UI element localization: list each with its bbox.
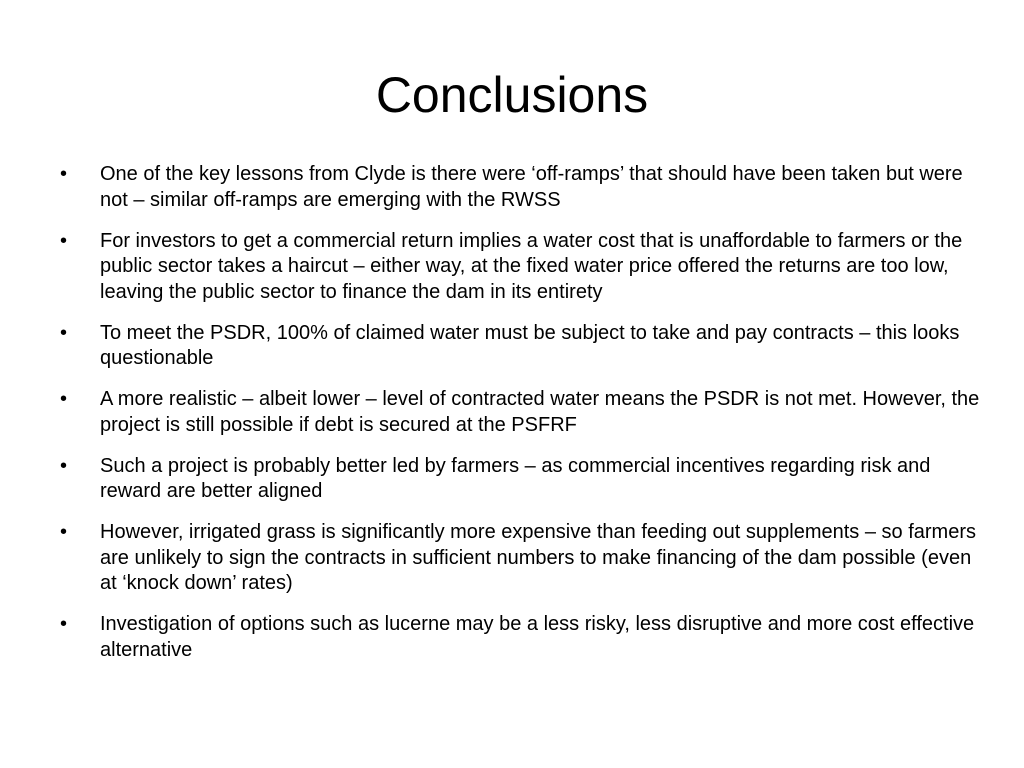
bullet-text: Investigation of options such as lucerne may be a less risky, less disruptive and more cost effective alternative [100, 613, 975, 661]
bullet-text: To meet the PSDR, 100% of claimed water must be subject to take and pay contracts – this looks questionable [100, 321, 960, 369]
slide-title: Conclusions [375, 67, 649, 123]
bullet-item [60, 387, 980, 438]
bullet-text: One of the key lessons from Clyde is there were ‘off-ramps’ that should have been taken but were not – similar off-ramps are emerging with the RWSS [100, 163, 963, 211]
bullet-marker: • [60, 229, 68, 252]
bullet-list [60, 162, 980, 679]
bullet-text: However, irrigated grass is significantly more expensive than feeding out supplements – so farmers are unlikely to sign the contracts in sufficient numbers to make financing of the dam possible (even at ‘knock down’ rates) [100, 521, 976, 594]
bullet-item [60, 321, 980, 372]
bullet-text: A more realistic – albeit lower – level of contracted water means the PSDR is not met. However, the project is still possible if debt is secured at the PSFRF [100, 388, 980, 436]
bullet-item [60, 612, 980, 663]
bullet-marker: • [60, 388, 68, 410]
bullet-text: For investors to get a commercial return implies a water cost that is unaffordable to farmers or the public sector takes a haircut – either way, at the fixed water price offered the returns are too low, leaving the public sector to finance the dam in its entirety [100, 229, 963, 303]
bullet-marker: • [60, 163, 68, 185]
bullet-marker: • [60, 521, 68, 543]
bullet-marker: • [60, 613, 68, 635]
bullet-item [60, 162, 980, 213]
bullet-marker: • [60, 454, 68, 477]
bullet-item [60, 454, 980, 505]
bullet-text: Such a project is probably better led by farmers – as commercial incentives regarding risk and reward are better aligned [100, 454, 931, 502]
bullet-marker: • [60, 321, 68, 344]
bullet-item [60, 229, 980, 306]
bullet-item [60, 520, 980, 597]
